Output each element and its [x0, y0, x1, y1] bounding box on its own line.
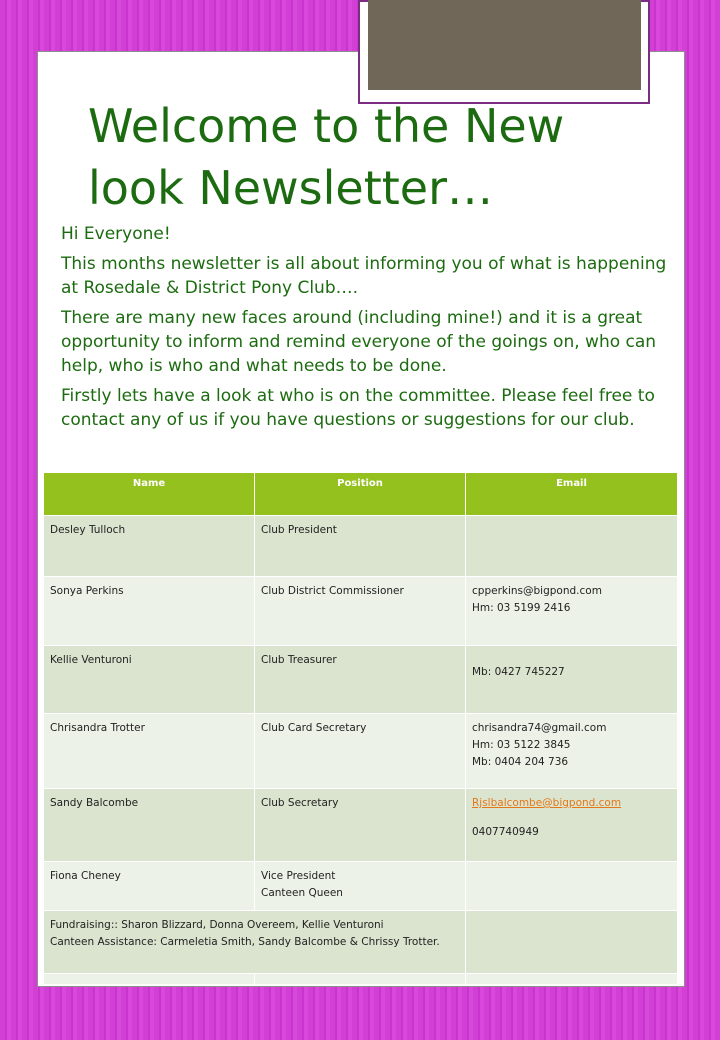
helpers-cell: [44, 911, 466, 974]
table-row: [44, 789, 678, 862]
member-position: Club Treasurer: [255, 646, 466, 714]
member-contact: [466, 862, 678, 911]
contact-phone: Mb: 0427 745227: [472, 666, 565, 678]
column-header-email: Email: [466, 473, 678, 516]
intro-paragraph: Firstly lets have a look at who is on the committee. Please feel free to contact any of us if you have questions or suggestions for our club.: [61, 386, 655, 430]
member-name: Chrisandra Trotter: [44, 714, 255, 789]
member-position: Club District Commissioner: [255, 577, 466, 646]
intro-paragraph: This months newsletter is all about informing you of what is happening at Rosedale & District Pony Club….: [61, 254, 667, 298]
greeting: Hi Everyone!: [61, 224, 171, 244]
page-title: Welcome to the New look Newsletter…: [88, 99, 565, 215]
member-name: Sonya Perkins: [44, 577, 255, 646]
committee-table: [43, 472, 678, 985]
table-header-row: [44, 473, 678, 516]
intro-paragraph: There are many new faces around (including mine!) and it is a great opportunity to inform and remind everyone of the goings on, who can help, who is who and what needs to be done.: [61, 308, 657, 376]
table-row: [44, 862, 678, 911]
member-name: Desley Tulloch: [44, 516, 255, 577]
contact-phone: Hm: 03 5122 3845: [472, 739, 571, 751]
position-primary: Vice President: [261, 870, 336, 882]
empty-cell: [255, 974, 466, 985]
member-name: Fiona Cheney: [44, 862, 255, 911]
contact-mobile: Mb: 0404 204 736: [472, 756, 569, 768]
table-row: [44, 516, 678, 577]
member-contact: [466, 516, 678, 577]
column-header-name: Name: [44, 473, 255, 516]
contact-email: cpperkins@bigpond.com: [472, 585, 602, 597]
table-row: [44, 577, 678, 646]
intro-text: [61, 222, 686, 438]
canteen-text: Canteen Assistance: Carmeletia Smith, Sandy Balcombe & Chrissy Trotter.: [50, 936, 440, 948]
position-secondary: Canteen Queen: [261, 887, 343, 899]
member-position: Club Card Secretary: [255, 714, 466, 789]
contact-phone: 0407740949: [472, 826, 539, 838]
header-photo: [368, 0, 641, 90]
empty-cell: [466, 974, 678, 985]
member-contact: [466, 714, 678, 789]
member-name: Kellie Venturoni: [44, 646, 255, 714]
member-position: Club President: [255, 516, 466, 577]
member-contact: [466, 577, 678, 646]
empty-cell: [466, 911, 678, 974]
member-position: [255, 862, 466, 911]
email-link[interactable]: Rjslbalcombe@bigpond.com: [472, 797, 622, 809]
member-contact: [466, 646, 678, 714]
table-row: [44, 646, 678, 714]
member-name: Sandy Balcombe: [44, 789, 255, 862]
contact-phone: Hm: 03 5199 2416: [472, 602, 571, 614]
empty-cell: [44, 974, 255, 985]
contact-email: chrisandra74@gmail.com: [472, 722, 607, 734]
fundraising-text: Fundraising:: Sharon Blizzard, Donna Overeem, Kellie Venturoni: [50, 919, 384, 931]
table-row: [44, 911, 678, 974]
member-contact: [466, 789, 678, 862]
column-header-position: Position: [255, 473, 466, 516]
table-row: [44, 714, 678, 789]
member-position: Club Secretary: [255, 789, 466, 862]
table-row: [44, 974, 678, 985]
